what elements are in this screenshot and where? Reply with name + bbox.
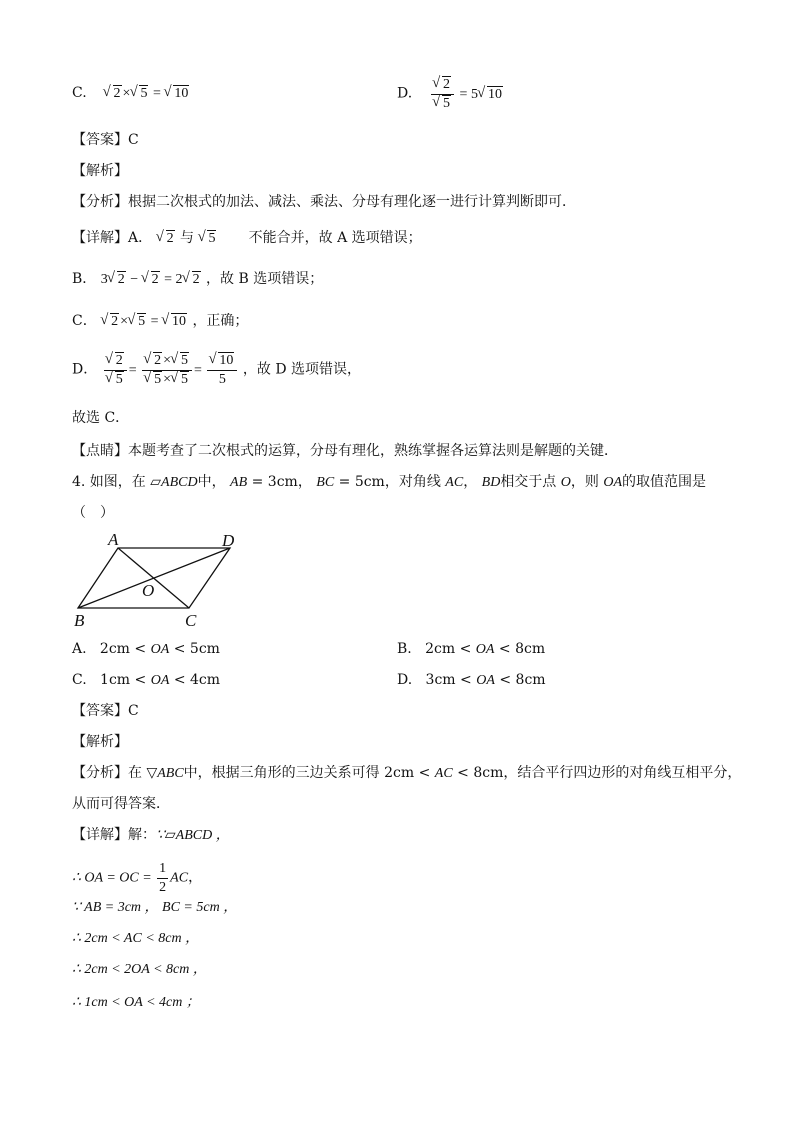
detail-d-suffix: ，故 D 选项错误， — [242, 361, 362, 378]
option-label: D. — [397, 85, 413, 102]
q3-analysis-title: 【解析】 — [72, 163, 128, 179]
q4-option-a: A. 2cm < OA < 5cm — [72, 641, 220, 657]
q4-stem-line1: 4. 如图，在 ▱ABCD中， AB = 3cm， BC = 5cm，对角线 AC， BD相交于点 O，则 OA的取值范围是 — [72, 474, 707, 490]
fenxi-mid: 中，根据三角形的三边关系可得 — [183, 765, 380, 781]
vertex-label-b: B — [74, 611, 85, 630]
q3-detail-a: 【详解】A． √ 2 与 √ 5 不能合并，故 A 选项错误； — [72, 228, 422, 249]
q4-stem-line2: （ ） — [72, 505, 114, 521]
q3-conclusion: 故选 C． — [72, 410, 130, 426]
q3-answer: 【答案】C — [72, 132, 139, 148]
option-low: 2cm — [425, 641, 456, 657]
detail-a-prefix: 【详解】A． — [72, 230, 153, 246]
fenxi-prefix: 【分析】在 — [72, 765, 142, 781]
q3-dianjing: 【点睛】本题考查了二次根式的运算，分母有理化，熟练掌握各运算法则是解题的关键． — [72, 443, 618, 459]
q4-option-d: D. 3cm < OA < 8cm — [397, 672, 546, 688]
option-high: 8cm — [515, 641, 546, 657]
option-high: 4cm — [190, 672, 221, 688]
option-label: A. — [72, 641, 87, 657]
option-label: B. — [397, 641, 412, 657]
detail-prefix: 【详解】解： — [72, 827, 156, 843]
option-high: 5cm — [189, 641, 220, 657]
q4-step-3: ∵ AB = 3cm ， BC = 5cm ， — [72, 900, 238, 915]
q3-detail-c: C． √ 2 ×√ 5 = √ 10 ，正确； — [72, 311, 248, 332]
option-label: C. — [72, 672, 87, 688]
detail-c-prefix: C． — [72, 313, 97, 329]
q4-fenxi-line2: 从而可得答案． — [72, 796, 170, 812]
option-low: 3cm — [425, 672, 456, 688]
q3-fenxi: 【分析】根据二次根式的加法、减法、乘法、分母有理化逐一进行计算判断即可． — [72, 194, 576, 210]
stem-mid1: 中， — [197, 474, 226, 490]
stem-suffix: 的取值范围是 — [622, 474, 707, 490]
rhs-coefficient: 5 — [470, 86, 478, 102]
q4-analysis-title: 【解析】 — [72, 734, 128, 750]
q4-step-6: ∴ 1cm < OA < 4cm ； — [72, 995, 200, 1010]
vertex-label-a: A — [108, 530, 119, 549]
q3-option-c: C. √ 2 ×√ 5 = √ 10 — [72, 83, 190, 104]
stem-prefix: 4. 如图，在 — [72, 474, 146, 490]
q4-fenxi: 【分析】在 ▽ABC中，根据三角形的三边关系可得 2cm < AC < 8cm，结合平行四边形的对角线互相平分， — [72, 765, 742, 781]
step-text: ∵▱ABCD ， — [156, 828, 230, 843]
fenxi-suffix: ，结合平行四边形的对角线互相平分， — [503, 765, 742, 781]
vertex-label-c: C — [185, 611, 197, 630]
q3-detail-b: B． 3√ 2 − √ 2 = 2√ 2 ，故 B 选项错误； — [72, 269, 323, 290]
vertex-label-d: D — [222, 531, 235, 550]
detail-a-suffix: 不能合并，故 A 选项错误； — [248, 230, 422, 246]
stem-mid2: ， — [297, 474, 312, 490]
detail-b-suffix: ，故 B 选项错误； — [206, 271, 324, 287]
option-high: 8cm — [515, 672, 546, 688]
q3-option-d: D. √ 2 √ 5 = 5√ 10 — [397, 76, 504, 113]
detail-a-mid: 与 — [180, 230, 195, 246]
parallelogram-figure — [72, 526, 242, 631]
q4-answer: 【答案】C — [72, 703, 139, 719]
option-label: C. — [72, 85, 87, 101]
detail-c-suffix: ，正确； — [192, 313, 249, 329]
q4-step-2: ∴ OA = OC = $\frac{1}{2}$ AC， — [72, 861, 203, 895]
center-label-o: O — [142, 581, 155, 600]
stem-mid5: 相交于点 — [500, 474, 557, 490]
detail-d-prefix: D． — [72, 361, 98, 378]
q4-option-c: C. 1cm < OA < 4cm — [72, 672, 221, 688]
q4-detail-line1 — [72, 825, 230, 846]
option-low: 2cm — [99, 641, 130, 657]
option-low: 1cm — [100, 672, 131, 688]
stem-mid4: ， — [463, 474, 478, 490]
stem-mid6: ，则 — [570, 474, 599, 490]
stem-mid3: ，对角线 — [384, 474, 441, 490]
detail-b-prefix: B． — [72, 271, 97, 287]
q4-step-4: ∴ 2cm < AC < 8cm ， — [72, 931, 200, 946]
q4-step-5: ∴ 2cm < 2OA < 8cm ， — [72, 962, 207, 977]
q4-option-b: B. 2cm < OA < 8cm — [397, 641, 546, 657]
option-label: D. — [397, 672, 413, 688]
q3-detail-d: D． √ 2 √ 5 = √ 2 ×√ 5 √ 5 ×√ 5 = √ $\frac{10}{5}$ ，故 D 选项错误， — [72, 352, 361, 389]
